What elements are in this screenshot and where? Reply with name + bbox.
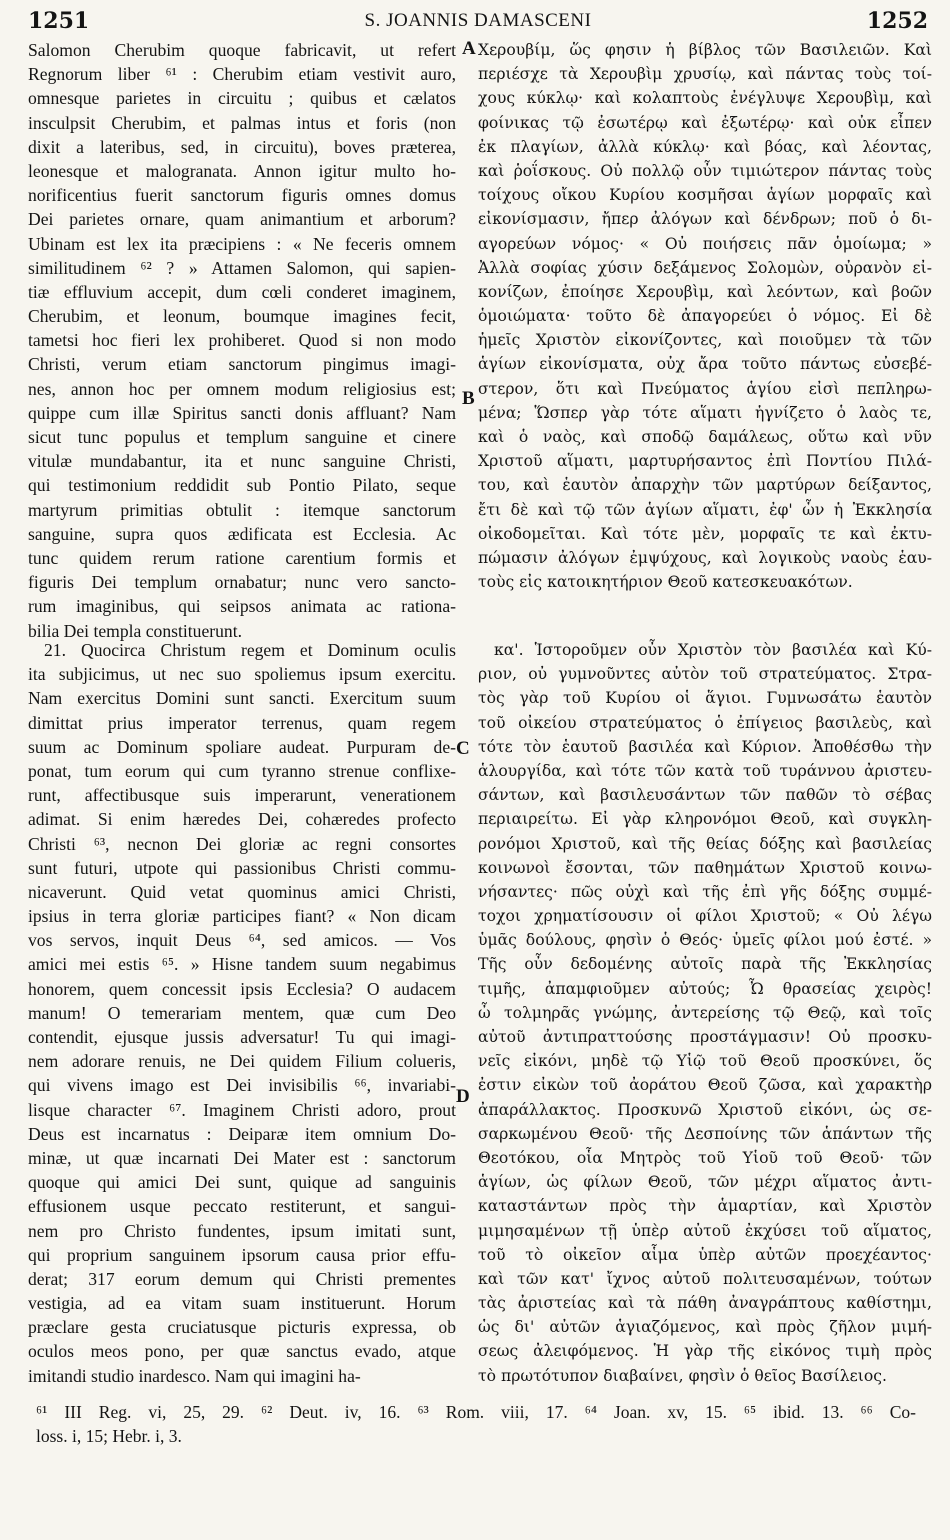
greek-text-line: τοὺς εἰς κατοικητήριον Θεοῦ κατεσκευακότων. [478,573,853,592]
greek-text-line: ὑμᾶς δούλους, φησὶν ὁ Θεός· ὑμεῖς φίλοι μού ἐστέ. » [478,931,932,950]
latin-text-line: tametsi hoc fieri lex prohiberet. Quod si non modo [28,330,456,351]
greek-text-line: καταστάντων πρὸς τὴν ἁμαρτίαν, καὶ Χριστὸν [478,1197,932,1216]
greek-text-line: ὁμοιώματα· τοῦτο δὲ ἀπαγορεύει ὁ νόμος. Εἰ δὲ [478,307,932,326]
greek-text-line: τοῦ τὸ οἰκεῖον αἷμα ὑπὲρ αὐτῶν προεχέαντος· [478,1245,932,1264]
greek-text-line: ἡμεῖς Χριστὸν εἰκονίζοντες, καὶ ποιοῦμεν τὰ τῶν [478,331,932,350]
latin-text-line: vestigia, ad ea vitam suam instituerunt. Horum [28,1293,456,1314]
latin-text-line: imitandi studio inardesco. Nam qui imagini ha- [28,1365,361,1386]
latin-text-line: Ubinam est lex ita præcipiens : « Ne feceris omnem [28,233,456,254]
latin-text-line: præclare gesta cruciatusque picturis expressa, ob [28,1317,456,1338]
greek-text-line: Τῆς οὖν δεδομένης αὐτοῖς παρὰ τῆς Ἐκκλησίας [478,955,932,974]
greek-text-line: κονίζων, ἐποίησε Χερουβὶμ, καὶ λεόντων, καὶ βοῶν [478,282,932,301]
greek-text-line: καὶ τῶν κατ' ἴχνος αὐτοῦ πολιτευσαμένων, τούτων [478,1269,932,1288]
greek-text-line: ἁλουργίδα, καὶ τότε τῶν κατὰ τοῦ τυράννου ἀριστευ- [478,761,932,780]
latin-text-line: qui testimonium reddidit sub Pontio Pilato, seque [28,475,456,496]
latin-text-line: tunc quidem rerum ratione carentium formis et [28,547,456,568]
latin-text-line: manum! O temerariam mentem, quæ cum Deo [28,1002,456,1023]
greek-text-line: μιμησαμένων τῇ ὑπὲρ αὐτοῦ ἐκχύσει τοῦ αἵματος, [478,1221,932,1240]
margin-marker-d: D [456,1086,470,1107]
latin-text-line: omnesque parietes in circuitu ; quibus et cælatos [28,88,456,109]
latin-text-line: minæ, ut quæ incarnati Dei Mater est : sanctorum [28,1147,456,1168]
latin-text-line: nicaverunt. Quid vetat quominus amici Christi, [28,881,456,902]
latin-column-top [28,38,456,643]
latin-text-line: 21. Quocirca Christum regem et Dominum oculis [44,640,456,660]
greek-text-line: Θεοτόκου, οἷα Μητρὸς τοῦ Υἱοῦ τοῦ Θεοῦ· τῶν [478,1148,932,1167]
greek-text-line: τοίχους οἴκου Κυρίου κοσμῆσαι ἁγίων μορφαῖς καὶ [478,186,932,205]
greek-text-line: Χριστοῦ αἵματι, μαρτυρήσαντος ἐπὶ Ποντίου Πιλά- [478,452,932,471]
greek-text-line: αὐτοῦ ἀντιπραττούσης προστάγμασιν! Οὐ προσκυ- [478,1028,932,1046]
greek-text-line: τοῦ οἰκείου στρατεύματος ὁ ἐπίγειος βασιλεὺς, καὶ [478,713,932,732]
latin-column-bottom [28,638,456,1388]
latin-text-line: nem pro Christo fundentes, ipsum imitati sunt, [28,1220,456,1241]
latin-text-line: dixit a lateribus, sed, in circuitu), boves præterea, [28,136,456,157]
latin-text-line: honorem, quem concessit ipsis Ecclesia? O audacem [28,978,456,999]
margin-marker-b: B [462,388,475,409]
greek-text-line: ρονόμοι Χριστοῦ, καὶ τῆς θείας δόξης καὶ βασιλείας [478,834,932,853]
greek-text-line: ὡς δι' αὐτῶν ἁγιαζόμενος, καὶ πρὸς ζῆλον μιμή- [478,1318,932,1337]
greek-column-top [478,38,932,594]
greek-text-line: χους κύκλῳ· καὶ κολαπτοὺς ἐνέγλυψε Χερουβὶμ, καὶ [478,89,932,108]
greek-text-line: τοχοι χρηματίσουσιν οἱ φίλοι Χριστοῦ; « Οὐ λέγω [478,907,932,926]
running-title: S. JOANNIS DAMASCENI [364,10,592,31]
latin-text-line: tiæ effluvium accepit, dum cœli conderet imaginem, [28,281,456,302]
greek-text-line: κα'. Ἱστοροῦμεν οὖν Χριστὸν τὸν βασιλέα καὶ Κύ- [494,641,932,659]
greek-text-line: καὶ ῥοΐσκους. Οὐ πολλῷ οὖν τιμιώτερον πάντας τοὺς [478,161,932,180]
latin-text-line: Nam exercitus Domini sunt sancti. Exercitum suum [28,688,456,709]
latin-text-line: oculos meos pono, per quæ sanctus evado, atque [28,1341,456,1362]
latin-text-line: runt, affectibusque suis imperarunt, venerationem [28,785,456,806]
greek-text-line: ἁγίων, ὡς φίλων Θεοῦ, τῶν μέχρι αἵματος ἀντι- [478,1173,932,1192]
latin-text-line: nes, annon hoc per omnem modum religiosius est; [28,378,456,399]
latin-text-line: Cherubim, et leonum, boumque imagines fecit, [28,306,456,327]
greek-text-line: τιμῆς, ἀπαμφιοῦμεν αὐτούς; Ὦ θρασείας χειρὸς! [478,979,932,998]
latin-text-line: amici mei estis ⁶⁵. » Hisne tandem suum negabimus [28,954,456,975]
greek-text-line: τότε τὸν ἑαυτοῦ βασιλέα καὶ Κύριον. Ἀποθέσθω τὴν [478,737,932,756]
latin-text-line: bilia Dei templa constituerunt. [28,620,243,641]
greek-text-line: φοίνικας τῷ ἐσωτέρῳ καὶ ἐξωτέρῳ· καὶ οὐκ εἶπεν [478,113,932,132]
latin-text-line: Christi ⁶³, necnon Dei gloriæ ac regni consortes [28,833,456,854]
greek-text-line: ὦ τολμηρᾶς γνώμης, ἀντερείσης τῷ Θεῷ, καὶ τοῖς [478,1003,932,1022]
latin-text-line: rum imaginibus, qui seipsos animata ac rationa- [28,596,456,617]
greek-text-line: εἰκονίσμασιν, ἤπερ ἀλόγων καὶ δένδρων; ποῦ ὁ δι- [478,210,932,229]
greek-text-line: κοινωνοὶ ἔσονται, τῶν παθημάτων Χριστοῦ κοινω- [478,858,932,877]
latin-text-line: ipsius in terra gloriæ participes fiant? « Non dicam [28,906,456,927]
greek-text-line: ἐστιν εἰκὼν τοῦ ἀοράτου Θεοῦ ζῶσα, καὶ χαρακτὴρ [478,1076,932,1095]
latin-text-line: contendit, ejusque jussis adversatur! Tu qui imagi- [28,1027,456,1047]
greek-column-bottom [478,638,932,1388]
greek-text-line: Χερουβίμ, ὥς φησιν ἡ βίβλος τῶν Βασιλειῶν. Καὶ [478,41,932,59]
latin-text-line: sicut tunc populus et templum sanguine et cinere [28,427,456,447]
greek-text-line: νεῖς εἰκόνι, μηδὲ τῷ Υἱῷ τοῦ Θεοῦ προσκύνει, ὅς [478,1052,932,1071]
greek-text-line: μένα; Ὥσπερ γὰρ τότε αἵματι ἡγνίζετο ὁ λαὸς τε, [478,403,932,422]
greek-text-line: ριον, οὐ γυμνοῦντες αὐτὸν τοῦ στρατεύματος. Στρα- [478,665,932,684]
latin-text-line: figuris Dei templum ornabatur; nunc vero sancto- [28,572,456,593]
latin-text-line: ita subjicimus, ut nec suo spoliemus ipsum exercitu. [28,664,456,685]
latin-text-line: Regnorum liber ⁶¹ : Cherubim etiam vestivit auro, [28,64,456,85]
footnote-line: ⁶¹ III Reg. vi, 25, 29. ⁶² Deut. iv, 16. ⁶³ Rom. viii, 17. ⁶⁴ Joan. xv, 15. ⁶⁵ ibid. 13. ⁶⁶ Co- [36,1402,916,1422]
latin-text-line: norificentius fuerit sanctorum figuris omnes domus [28,185,456,206]
greek-text-line: σάντων, καὶ βασιλευσάντων τῶν παθῶν τὸ σέβας [478,786,932,805]
margin-marker-c: C [456,738,470,759]
right-page-number: 1252 [866,8,928,34]
greek-text-line: καὶ ὁ ναὸς, καὶ σποδῷ δαμάλεως, οὕτω καὶ νῦν [478,428,932,446]
margin-marker-a: A [462,38,476,59]
running-header [28,8,928,38]
latin-text-line: similitudinem ⁶² ? » Attamen Salomon, qui sapien- [28,257,456,278]
latin-text-line: lisque character ⁶⁷. Imaginem Christi adoro, prout [28,1099,456,1120]
latin-text-line: dimittat prius imperator terrenus, quam regem [28,712,456,733]
latin-text-line: quippe cum illæ Spiritus sancti donis affluant? Nam [28,402,456,423]
latin-text-line: derat; 317 eorum demum qui Christi prementes [28,1268,456,1289]
left-page-number: 1251 [28,8,90,34]
latin-text-line: martyrum primitias obtulit : itemque sanctorum [28,499,456,520]
greek-text-line: σεως ἀλειφόμενος. Ἡ γὰρ τῆς εἰκόνος τιμὴ πρὸς [478,1342,932,1361]
latin-text-line: vitulæ mundabantur, ita et nunc sanguine Christi, [28,451,456,472]
greek-text-line: Ἀλλὰ σοφίας χύσιν δεξάμενος Σολομὼν, οὐρανὸν εἰ- [478,258,932,277]
greek-text-line: περιαιρείτω. Εἰ γὰρ κληρονόμοι Θεοῦ, καὶ συγκλη- [478,810,932,829]
latin-text-line: Deus est incarnatus : Deiparæ item omnium Do- [28,1123,456,1144]
latin-text-line: insculpsit Cherubim, et palmas intus et foris (non [28,112,456,133]
latin-text-line: leonesque et malogranata. Annon igitur multo ho- [28,160,456,181]
greek-text-line: οἰκοδομεῖται. Καὶ τότε μὲν, μορφαῖς τε καὶ ἐκτυ- [478,524,932,543]
greek-text-line: του, καὶ ἑαυτὸν ἀπαρχὴν τῶν μαρτύρων δείξαντος, [478,476,932,495]
greek-text-line: σαρκωμένου Θεοῦ· τῆς Δεσποίνης τῶν ἁπάντων τῆς [478,1124,932,1143]
latin-text-line: qui vivens imago est Dei invisibilis ⁶⁶, invariabi- [28,1075,456,1096]
greek-text-line: στερον, ὅτι καὶ Πνεύματος ἁγίου εἰσὶ πεπληρω- [478,379,932,398]
latin-text-line: effusionem usque peccato restiterunt, et sangui- [28,1196,456,1217]
footnotes [36,1400,916,1448]
greek-text-line: ἁγίων εἰκονίσματα, οὐχ ἄρα τοῦτο πάντως εὐσεβέ- [478,355,932,374]
greek-text-line: ἔτι δὲ καὶ τῷ τῶν ἁγίων αἵματι, ἐφ' ὧν ἡ Ἐκκλησία [478,500,932,519]
latin-text-line: ponat, tum eorum qui cum tyranno strenue conflixe- [28,760,456,781]
latin-text-line: sunt futuri, utpote qui passionibus Christi commu- [28,857,456,878]
latin-text-line: nem adorare renuis, ne Dei quidem Filium colueris, [28,1051,456,1072]
latin-text-line: sanguine, supra quos ædificata est Ecclesia. Ac [28,523,456,544]
greek-text-line: περιέσχε τὰ Χερουβὶμ χρυσίῳ, καὶ πάντας τοὺς τοί- [478,65,932,84]
greek-text-line: ἐκ πλαγίων, ἀλλὰ κύκλῳ· καὶ βόας, καὶ λέοντας, [478,137,932,156]
greek-text-line: τὸ πρωτότυπον διαβαίνει, φησὶν ὁ θεῖος Βασίλειος. [478,1366,887,1385]
greek-text-line: πώμασιν ἀλόγων ἐμψύχους, καὶ λογικοὺς ναοὺς ἑαυ- [478,548,932,567]
footnote-line: loss. i, 15; Hebr. i, 3. [36,1426,182,1446]
greek-text-line: αγορεύων νόμος· « Οὐ ποιήσεις πᾶν ὁμοίωμα; » [478,234,932,253]
latin-text-line: Christi, verum etiam sanctorum pingimus imagi- [28,354,456,375]
latin-text-line: quoque qui amici Dei sunt, quique ad sanguinis [28,1172,456,1193]
greek-text-line: νήσαντες· πῶς οὐχὶ καὶ τῆς ἐπὶ γῆς δόξης συμμέ- [478,882,932,901]
latin-text-line: suum ac Dominum spoliare audeat. Purpuram de- [28,736,456,757]
latin-text-line: Salomon Cherubim quoque fabricavit, ut refert [28,40,456,60]
latin-text-line: Dei parietes ornare, quam animantium et arborum? [28,209,456,230]
greek-text-line: τὸς γὰρ τοῦ Κυρίου οἱ ἅγιοι. Γυμνωσάτω ἑαυτὸν [478,689,932,708]
latin-text-line: qui proprium sanguinem ipsorum causa prior effu- [28,1244,456,1265]
greek-text-line: ἀπαράλλακτος. Προσκυνῶ Χριστοῦ εἰκόνι, ὡς σε- [478,1100,932,1119]
latin-text-line: adimat. Si enim hæredes Dei, cohæredes profecto [28,809,456,830]
latin-text-line: vos servos, inquit Deus ⁶⁴, sed amicos. — Vos [28,930,456,951]
greek-text-line: τὰς ἀριστείας καὶ τὰ πάθη ἀναγράπτους καθίστημι, [478,1294,932,1313]
